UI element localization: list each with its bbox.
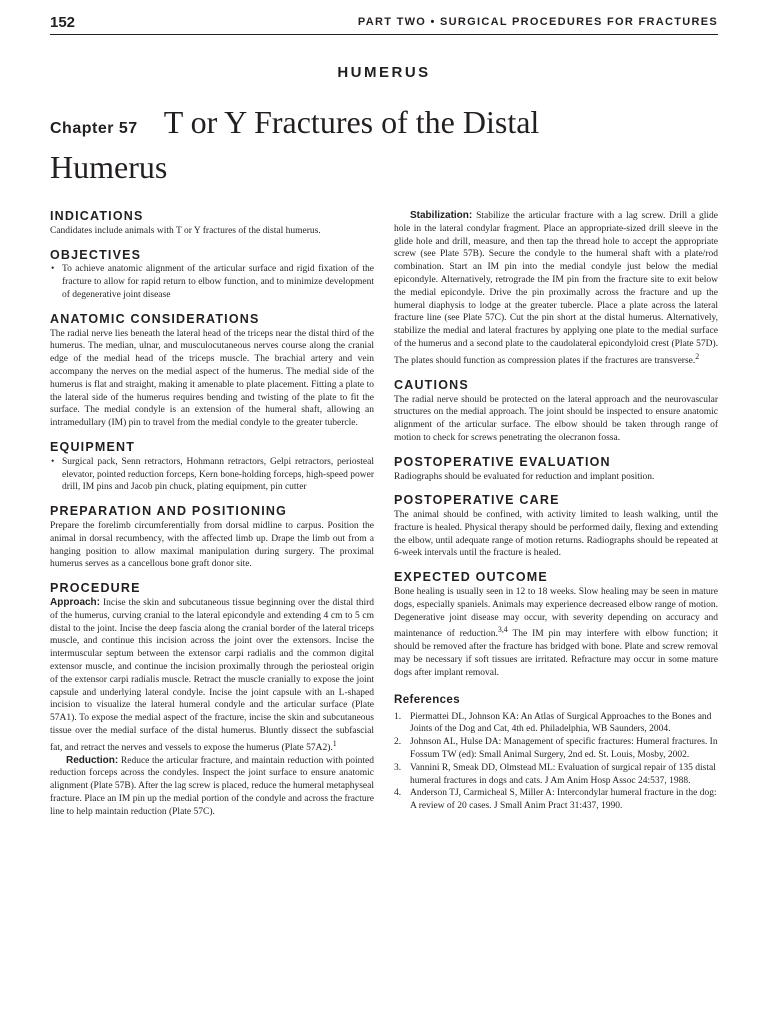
- postop-eval-text: Radiographs should be evaluated for reduction and implant position.: [394, 471, 655, 482]
- stabilization-label: Stabilization:: [410, 210, 473, 221]
- reduction-paragraph: [50, 755, 374, 819]
- chapter-heading: [50, 103, 570, 193]
- outcome-footnote: 3,4: [497, 625, 508, 635]
- anatomic-heading: ANATOMIC CONSIDERATIONS: [50, 311, 260, 326]
- left-column: [50, 210, 374, 819]
- stabilization-paragraph: [394, 210, 718, 368]
- reference-number: 4.: [394, 788, 402, 799]
- objectives-item: • To achieve anatomic alignment of the articular surface and rigid fixation of the fracture to allow for rapid return to elbow function, and to minimize development of degenerative joint disease: [50, 263, 374, 301]
- objectives-heading: OBJECTIVES: [50, 247, 142, 262]
- right-column: [394, 210, 718, 813]
- reference-number: 2.: [394, 737, 402, 748]
- part-title: PART TWO • SURGICAL PROCEDURES FOR FRACTURES: [357, 16, 718, 28]
- reference-item: [394, 787, 718, 813]
- chapter-label: Chapter 57: [50, 120, 138, 137]
- equipment-heading: EQUIPMENT: [50, 439, 136, 454]
- approach-paragraph: [50, 597, 374, 755]
- approach-footnote: 1: [332, 738, 337, 748]
- reference-text: Piermattei DL, Johnson KA: An Atlas of Surgical Approaches to the Bones and Joints of the Dog and Cat, 4th ed. Philadelphia, WB Saunders, 2004.: [410, 711, 712, 735]
- approach-text: Incise the skin and subcutaneous tissue beginning over the distal third of the humerus, curving cranial to the lateral epicondyle and extending 4 cm to 5 cm distal to the joint. Incise the deep fascia along the cranial border of the lateral triceps muscle, and continue this incision across the joint over the extensors. Incise the intermuscular septum between the extensor carpi radialis and the common digital extensor muscle, and continue the incision proximally through the periosteal origin of the extensor carpi radialis muscle. Retract the muscle cranially to expose the joint capsule and underlying lateral condyle. Incise the joint capsule with an L-shaped incision to visualize the lateral humeral condyle and the articular surface (Plate 57A1). To expose the medial aspect of the fracture, incise the skin and subcutaneous tissue over the medial surface of the distal humerus. Bluntly dissect the subfascial fat, and retract the nerves and vessels to expose the humerus (Plate 57A2).: [50, 597, 375, 753]
- outcome-text-b: The IM pin may interfere with elbow function; it should be removed after the fracture has bridged with bone. Plate and screw removal may be necessary if soft tissues are irritated. Refracture may occur in some mature dogs after implant removal.: [394, 629, 718, 679]
- indications-text: Candidates include animals with T or Y fractures of the distal humerus.: [50, 225, 321, 236]
- postop-care-heading: POSTOPERATIVE CARE: [394, 493, 560, 508]
- reference-text: Vannini R, Smeak DD, Olmstead ML: Evaluation of surgical repair of 135 distal humeral fractures in dogs and cats. J Am Anim Hosp Assoc 24:537, 1988.: [410, 762, 716, 786]
- outcome-heading: EXPECTED OUTCOME: [394, 570, 548, 585]
- postop-care-text: The animal should be confined, with activity limited to leash walking, until the fracture is healed. Physical therapy should be performed daily, flexing and extending the elbow, until adequate range of motion returns. Radiographs should be repeated at 6-week intervals until the fracture is healed.: [394, 510, 718, 559]
- reference-item: [394, 736, 718, 762]
- cautions-heading: CAUTIONS: [394, 377, 469, 392]
- stabilization-text: Stabilize the articular fracture with a lag screw. Drill a glide hole in the lateral condylar fragment. Place an appropriate-sized drill sleeve in the glide hole and drill, measure, and then tap the thread hole to accept the appropriate screw (see Plate 57B). Secure the condyle to the humeral shaft with a plate/rod combination. Start an IM pin into the medial condyle just below the medial epicondyle. Alternatively, retrograde the IM pin from the fracture site to exit below the medial epicondyle. Drive the pin proximally across the fracture and up the humeral diaphysis to lodge at the greater tubercle. Place a plate across the lateral fracture line (see Plate 57C). Cut the pin short at the distal humerus. Alternatively, stabilize the medial and lateral fractures by applying one plate to the medial surface of the humerus and a second plate to the caudolateral epicondyloid crest (Plate 57D). The plates should function as compression plates if the fractures are transverse.: [394, 211, 719, 366]
- objectives-list: [50, 263, 374, 301]
- outcome-text-a: Bone healing is usually seen in 12 to 18 weeks. Slow healing may be seen in mature dogs, especially spaniels. Animals may experience decreased elbow range of motion. Degenerative joint disease may occur, with severity depending on accuracy and maintenance of reduction.: [394, 587, 718, 640]
- references-list: [394, 711, 718, 813]
- preparation-text: Prepare the forelimb circumferentially from dorsal midline to carpus. Position the animal in dorsal recumbency, with the affected limb up. Drape the limb out from a hanging position to allow maximal manipulation during surgery. The proximal humerus serves as a cancellous bone graft donor site.: [50, 520, 374, 570]
- outcome-text: [394, 586, 718, 680]
- reference-number: 3.: [394, 762, 402, 773]
- anatomic-text: The radial nerve lies beneath the lateral head of the triceps near the distal third of the humerus. The median, ulnar, and musculocutaneous nerves course along the cranial edge of the medial head of the triceps muscle. The brachial artery and vein accompany the nerves on the medial aspect of the humerus. The medial side of the humerus is flat and straight, making it amenable to plate placement. Fitting a plate to the lateral side of the humerus requires bending and twisting of the plate to fit the surface. The medial condyle is an extension of the humeral shaft, allowing an intramedullary (IM) pin to travel from the medial condyle to the greater tubercle.: [50, 328, 374, 429]
- approach-label: Approach:: [50, 596, 100, 608]
- reduction-text: Reduce the articular fracture, and maintain reduction with pointed reduction forceps across the condyles. Inspect the joint surface to ensure anatomic alignment (Plate 57B). After the lag screw is placed, reduce the humeral metaphyseal fracture. Place an IM pin up the medial portion of the condyle and across the fracture line to help maintain reduction (Plate 57C).: [50, 755, 375, 817]
- equipment-item: • Surgical pack, Senn retractors, Hohmann retractors, Gelpi retractors, periosteal elevator, pointed reduction forceps, Kern bone-holding forceps, high-speed power drill, IM pins and Jacob pin chuck, plating equipment, pin cutter: [50, 456, 374, 494]
- reference-text: Johnson AL, Hulse DA: Management of specific fractures: Humeral fractures. In Fossum TW (ed): Small Animal Surgery, 2nd ed. St. Louis, Mosby, 2002.: [410, 737, 718, 760]
- stabilization-footnote: 2: [695, 351, 700, 361]
- running-header: [50, 14, 718, 35]
- postop-eval-heading: POSTOPERATIVE EVALUATION: [394, 454, 611, 469]
- preparation-heading: PREPARATION AND POSITIONING: [50, 504, 288, 519]
- reference-item: [394, 762, 718, 788]
- reference-number: 1.: [394, 711, 402, 722]
- cautions-text: The radial nerve should be protected on the lateral approach and the neurovascular structures on the medial approach. The joint should be inspected to ensure anatomic alignment of the articular surface. The elbow should be taken through range of motion to check for screws penetrating the olecranon fossa.: [394, 394, 718, 443]
- reference-text: Anderson TJ, Carmicheal S, Miller A: Intercondylar humeral fracture in the dog: A review of 20 cases. J Small Anim Pract 31:437, 1990.: [410, 788, 717, 812]
- page-number: 152: [50, 14, 76, 31]
- reduction-label: Reduction:: [66, 754, 119, 766]
- section-label: HUMERUS: [337, 64, 431, 81]
- indications-heading: INDICATIONS: [50, 209, 144, 223]
- procedure-heading: PROCEDURE: [50, 581, 141, 596]
- reference-item: [394, 711, 718, 737]
- equipment-list: [50, 456, 374, 494]
- chapter-title: T or Y Fractures of the Distal Humerus: [50, 104, 540, 185]
- references-heading: References: [394, 693, 461, 706]
